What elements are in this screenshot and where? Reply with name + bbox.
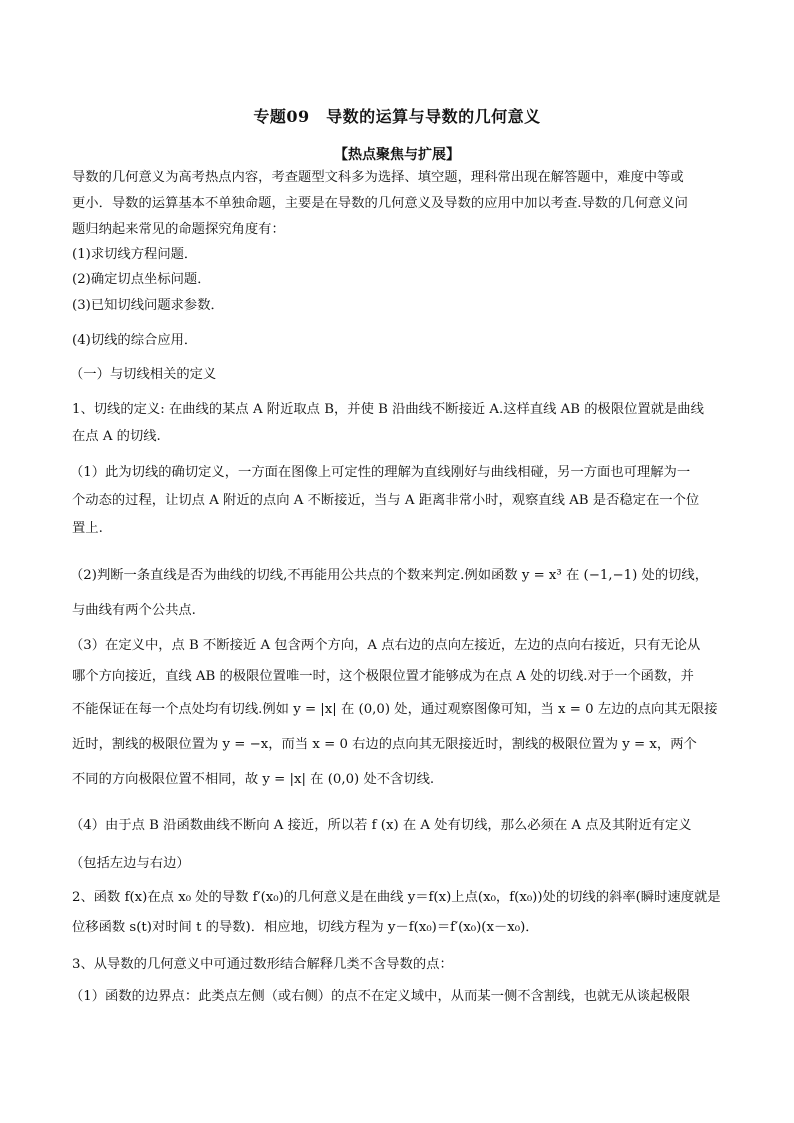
list-item: (2)确定切点坐标问题． bbox=[72, 272, 211, 287]
section-heading: （一）与切线相关的定义 bbox=[70, 367, 217, 382]
note-line: 不同的方向极限位置不相同，故 y = |x| 在 (0,0) 处不含切线. bbox=[72, 772, 435, 787]
definition-line: 位移函数 s(t)对时间 t 的导数)．相应地，切线方程为 y－f(x₀)＝f′(x₀)(x－x₀)． bbox=[72, 920, 539, 935]
definition-line: 2、函数 f(x)在点 x₀ 处的导数 f′(x₀)的几何意义是在曲线 y＝f(x)上点(x₀，f(x₀))处的切线的斜率(瞬时速度就是 bbox=[72, 890, 721, 905]
note-line: （包括左边与右边） bbox=[70, 856, 190, 871]
note-line: 近时，割线的极限位置为 y = −x，而当 x = 0 右边的点向其无限接近时，割线的极限位置为 y = x，两个 bbox=[72, 737, 697, 752]
note-line: 个动态的过程，让切点 A 附近的点向 A 不断接近，当与 A 距离非常小时，观察直线 AB 是否稳定在一个位 bbox=[72, 493, 700, 508]
page-title: 专题09 导数的运算与导数的几何意义 bbox=[253, 107, 541, 126]
list-item: (1)求切线方程问题． bbox=[72, 247, 198, 262]
list-item: (4)切线的综合应用． bbox=[72, 333, 198, 348]
note-line: 置上. bbox=[72, 521, 103, 536]
definition-line: 1、切线的定义: 在曲线的某点 A 附近取点 B，并使 B 沿曲线不断接近 A.这样直线 AB 的极限位置就是曲线 bbox=[72, 402, 704, 417]
note-line: （1）函数的边界点：此类点左侧（或右侧）的点不在定义域中，从而某一侧不含割线，也就无从谈起极限 bbox=[70, 989, 691, 1004]
note-line: （1）此为切线的确切定义，一方面在图像上可定性的理解为直线刚好与曲线相碰，另一方面也可理解为一 bbox=[70, 465, 691, 480]
note-line: 不能保证在每一个点处均有切线.例如 y = |x| 在 (0,0) 处，通过观察图像可知，当 x = 0 左边的点向其无限接 bbox=[72, 702, 718, 717]
note-line: 哪个方向接近，直线 AB 的极限位置唯一时，这个极限位置才能够成为在点 A 处的切线.对于一个函数，并 bbox=[72, 669, 694, 684]
note-line: 与曲线有两个公共点. bbox=[72, 603, 196, 618]
intro-line: 更小．导数的运算基本不单独命题，主要是在导数的几何意义及导数的应用中加以考查.导数的几何意义问 bbox=[72, 196, 688, 211]
definition-line: 3、从导数的几何意义中可通过数形结合解释几类不含导数的点： bbox=[72, 957, 453, 972]
section-subtitle: 【热点聚焦与扩展】 bbox=[334, 147, 460, 163]
intro-line: 题归纳起来常见的命题探究角度有： bbox=[72, 222, 285, 237]
intro-line: 导数的几何意义为高考热点内容，考查题型文科多为选择、填空题，理科常出现在解答题中，难度中等或 bbox=[72, 170, 684, 185]
note-line: （3）在定义中，点 B 不断接近 A 包含两个方向，A 点右边的点向左接近，左边的点向右接近，只有无论从 bbox=[70, 638, 701, 653]
list-item: (3)已知切线问题求参数． bbox=[72, 298, 224, 313]
definition-line: 在点 A 的切线. bbox=[72, 429, 161, 444]
note-line: （4）由于点 B 沿函数曲线不断向 A 接近，所以若 f (x) 在 A 处有切线，那么必须在 A 点及其附近有定义 bbox=[70, 818, 692, 833]
note-line: （2)判断一条直线是否为曲线的切线,不再能用公共点的个数来判定.例如函数 y = x³ 在 (−1,−1) 处的切线， bbox=[70, 568, 709, 583]
